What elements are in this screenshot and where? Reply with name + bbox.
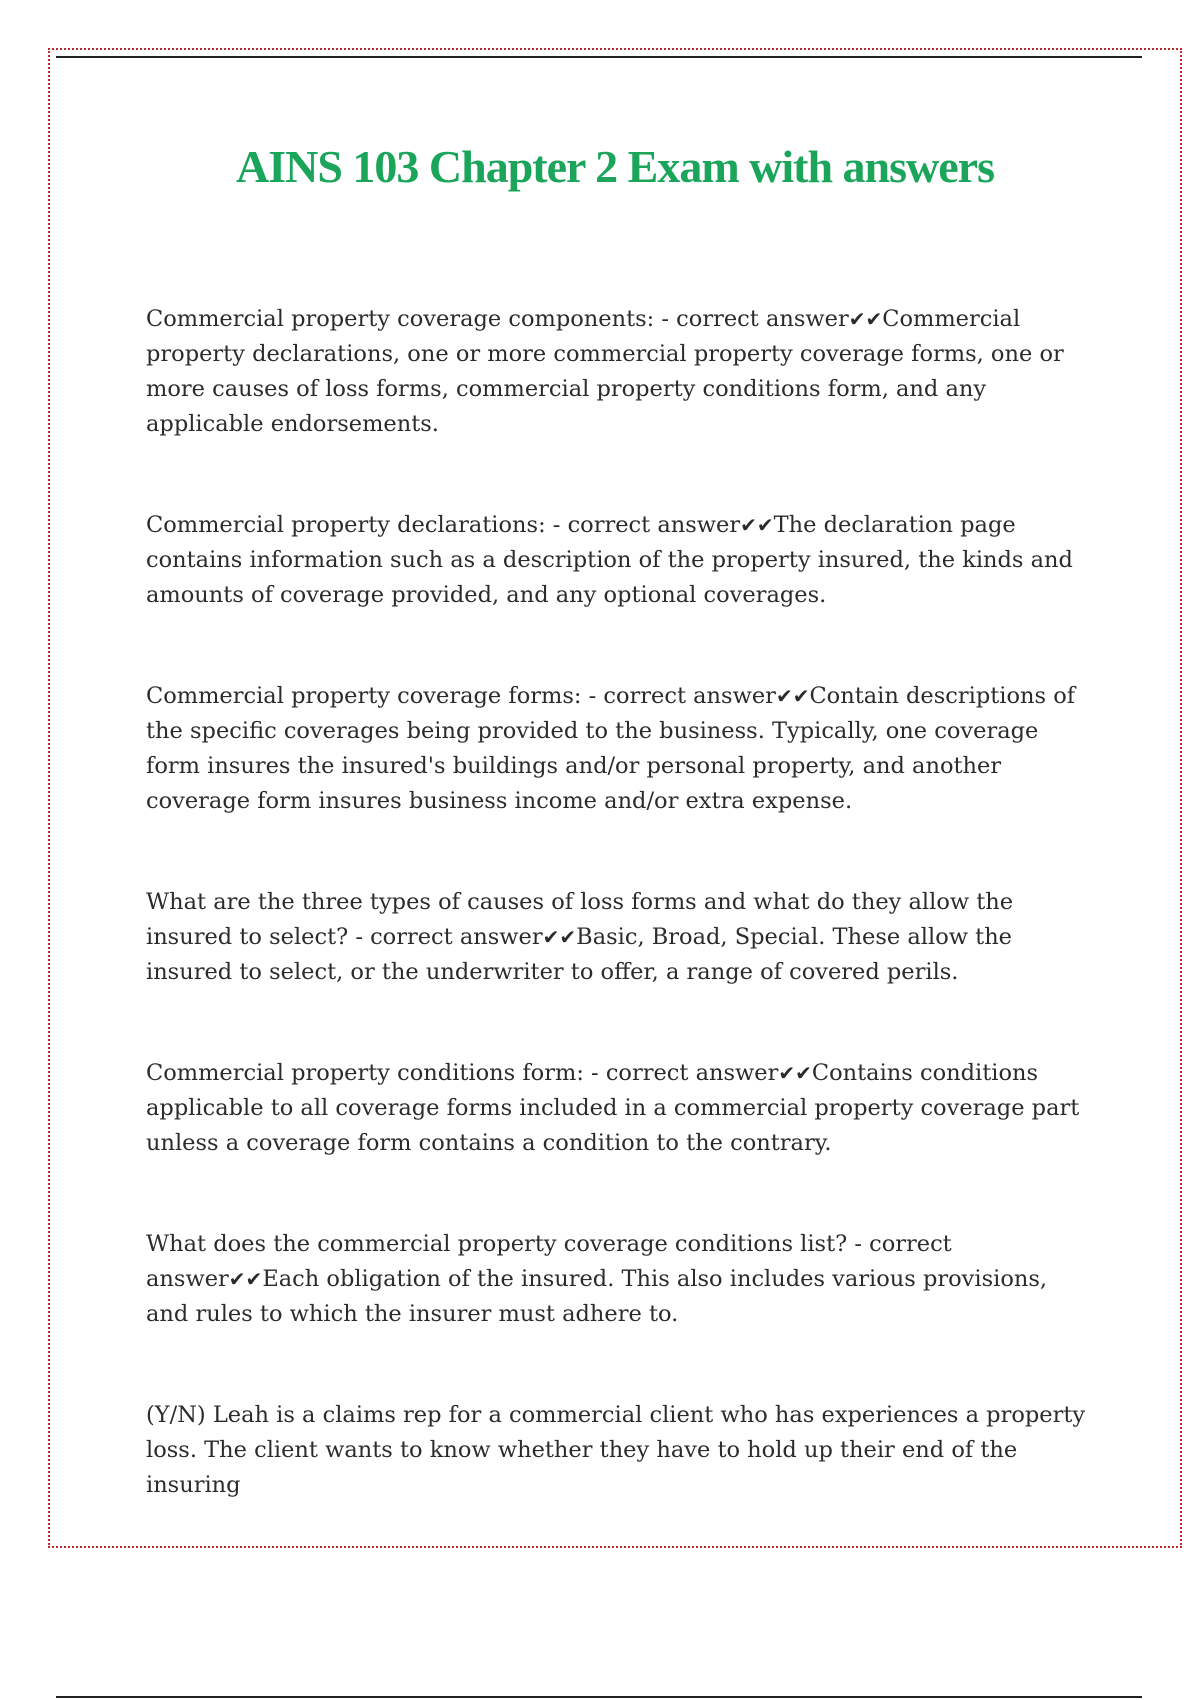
answer-separator: - correct answer: [146, 1231, 952, 1292]
question-text: Commercial property conditions form:: [146, 1060, 584, 1086]
answer-text: Basic, Broad, Special. These allow the insured to select, or the underwriter to offer, a range of covered perils.: [146, 924, 1012, 985]
answer-separator: - correct answer: [583, 1060, 779, 1086]
question-text: Commercial property coverage components:: [146, 306, 655, 332]
answer-text: Each obligation of the insured. This also includes various provisions, and rules to which the insurer must adhere to.: [146, 1266, 1048, 1327]
qa-item: [146, 1227, 1086, 1332]
qa-item: [146, 508, 1086, 613]
check-mark-icon: ✔✔: [740, 513, 774, 537]
answer-separator: - correct answer: [581, 683, 776, 709]
answer-text: Contains conditions applicable to all coverage forms included in a commercial property coverage part unless a coverage form contains a condition to the contrary.: [146, 1060, 1080, 1156]
top-rule: [56, 56, 1142, 58]
answer-text: The declaration page contains information such as a description of the property insured, the kinds and amounts of coverage provided, and any optional coverages.: [146, 512, 1073, 608]
check-mark-icon: ✔✔: [228, 1267, 263, 1291]
question-text: What does the commercial property coverage conditions list?: [146, 1231, 848, 1257]
answer-separator: - correct answer: [348, 924, 543, 950]
document-title: AINS 103 Chapter 2 Exam with answers: [236, 141, 994, 192]
qa-item: [146, 885, 1086, 990]
qa-item: [146, 1056, 1086, 1161]
qa-item: [146, 679, 1086, 819]
check-mark-icon: ✔✔: [848, 307, 883, 331]
check-mark-icon: ✔✔: [542, 925, 577, 949]
answer-text: Contain descriptions of the specific coverages being provided to the business. Typically, one coverage form insures the insured's buildings and/or personal property, and another coverage form insures business income and/or extra expense.: [146, 683, 1076, 814]
check-mark-icon: ✔✔: [778, 1061, 812, 1085]
bottom-rule: [56, 1696, 1142, 1698]
answer-separator: - correct answer: [654, 306, 849, 332]
qa-item-partial: (Y/N) Leah is a claims rep for a commercial client who has experiences a property loss. The client wants to know whether they have to hold up their end of the insuring: [146, 1402, 1086, 1498]
question-text: Commercial property declarations:: [146, 512, 546, 538]
qa-item: [146, 302, 1086, 442]
answer-text: Commercial property declarations, one or more commercial property coverage forms, one or more causes of loss forms, commercial property conditions form, and any applicable endorsements.: [146, 306, 1064, 437]
question-text: What are the three types of causes of loss forms and what do they allow the insured to select?: [146, 889, 1014, 950]
qa-list: [146, 302, 1086, 1503]
answer-separator: - correct answer: [545, 512, 741, 538]
question-text: Commercial property coverage forms:: [146, 683, 582, 709]
check-mark-icon: ✔✔: [775, 684, 810, 708]
